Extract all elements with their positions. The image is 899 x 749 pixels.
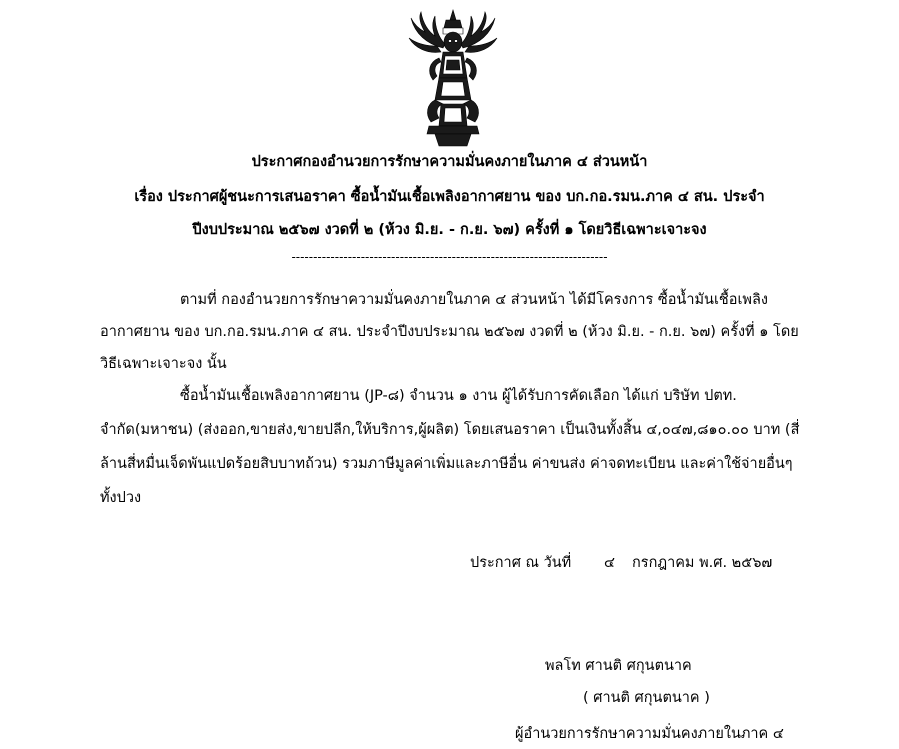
title-line-2: เรื่อง ประกาศผู้ชนะการเสนอราคา ซื้อน้ำมันเชื้อเพลิงอากาศยาน ของ บก.กอ.รมน.ภาค ๔ สน. ประจำ <box>134 189 765 205</box>
paragraph-2-line-2: จำกัด(มหาชน) (ส่งออก,ขายส่ง,ขายปลีก,ให้บริการ,ผู้ผลิต) โดยเสนอราคา เป็นเงินทั้งสิ้น ๔,๐๔๗,๘๑๐.๐๐ บาท (สี่ <box>100 422 800 438</box>
announce-label: ประกาศ ณ วันที่ <box>470 555 572 571</box>
paragraph-1-line-1: ตามที่ กองอำนวยการรักษาความมั่นคงภายในภาค ๔ ส่วนหน้า ได้มีโครงการ ซื้อน้ำมันเชื้อเพลิง <box>180 292 768 308</box>
paragraph-2-line-1: ซื้อน้ำมันเชื้อเพลิงอากาศยาน (JP-๘) จำนวน ๑ งาน ผู้ได้รับการคัดเลือก ได้แก่ บริษัท ปตท. <box>180 388 737 404</box>
paragraph-2-line-4: ทั้งปวง <box>100 490 142 506</box>
paragraph-1-line-3: วิธีเฉพาะเจาะจง นั้น <box>100 356 227 372</box>
title-line-1: ประกาศกองอำนวยการรักษาความมั่นคงภายในภาค ๔ ส่วนหน้า <box>251 154 648 170</box>
announce-month-year: กรกฎาคม พ.ศ. ๒๕๖๗ <box>632 555 773 571</box>
paragraph-1-line-2: อากาศยาน ของ บก.กอ.รมน.ภาค ๔ สน. ประจำปีงบประมาณ ๒๕๖๗ งวดที่ ๒ (ห้วง มิ.ย. - ก.ย. ๖๗) ครั้งที่ ๑ โดย <box>100 324 799 340</box>
divider-line: ------------------------------------------------------------------------- <box>291 250 608 264</box>
title-line-3: ปีงบประมาณ ๒๕๖๗ งวดที่ ๒ (ห้วง มิ.ย. - ก.ย. ๖๗) ครั้งที่ ๑ โดยวิธีเฉพาะเจาะจง <box>192 222 707 238</box>
paragraph-2-line-3: ล้านสี่หมื่นเจ็ดพันแปดร้อยสิบบาทถ้วน) รวมภาษีมูลค่าเพิ่มและภาษีอื่น ค่าขนส่ง ค่าจดทะเบียน และค่าใช้จ่ายอื่นๆ <box>100 456 793 472</box>
garuda-emblem-icon <box>405 8 501 148</box>
signatory-position: ผู้อำนวยการรักษาความมั่นคงภายในภาค ๔ <box>515 726 784 742</box>
announce-day: ๔ <box>604 555 615 571</box>
signatory-name-parenthesized: ( ศานติ ศกุนตนาค ) <box>583 690 710 706</box>
signatory-rank-name: พลโท ศานติ ศกุนตนาค <box>545 658 692 674</box>
